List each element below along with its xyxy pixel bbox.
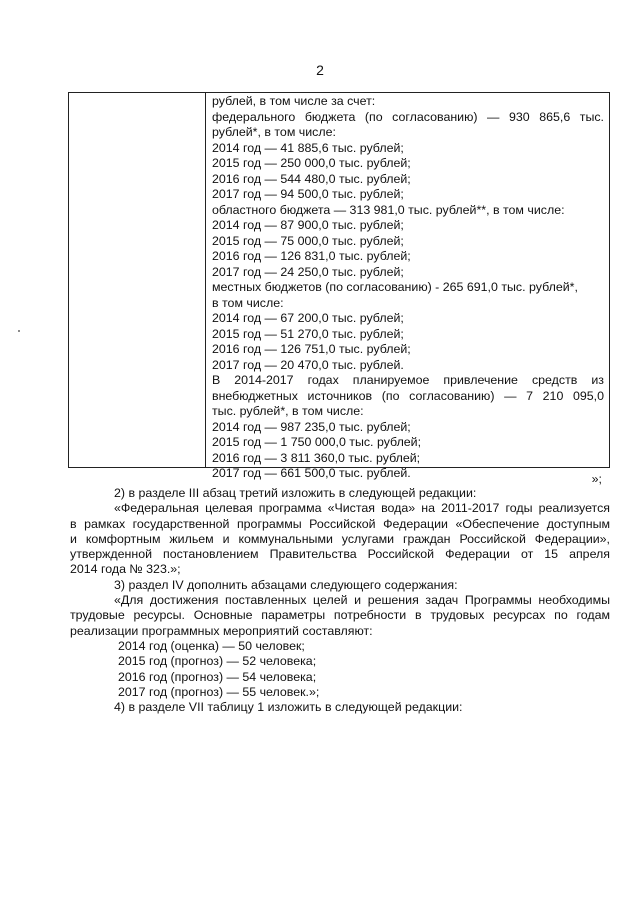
paragraph-line: 2016 год (прогноз) — 54 человека; <box>118 669 317 684</box>
table-value-cell <box>207 93 609 480</box>
table-line: 2017 год — 661 500,0 тыс. рублей. <box>212 466 411 480</box>
paragraph-line: 3) раздел IV дополнить абзацами следующего содержания: <box>114 577 458 592</box>
table-line: 2015 год — 51 270,0 тыс. рублей; <box>212 326 404 341</box>
table-label-cell <box>69 93 206 467</box>
paragraph-line: в рамках государственной программы Российской Федерации «Обеспечение доступным <box>70 516 610 531</box>
table-line: областного бюджета — 313 981,0 тыс. рублей**, в том числе: <box>212 202 565 217</box>
margin-mark <box>18 330 20 332</box>
table-line: тыс. рублей*, в том числе: <box>212 404 364 418</box>
passport-table <box>68 92 610 480</box>
paragraph-line: «Для достижения поставленных целей и решения задач Программы необходимы <box>114 593 610 608</box>
paragraph-line: 2017 год (прогноз) — 55 человек.»; <box>118 684 320 699</box>
table-line: рублей*, в том числе: <box>212 125 336 139</box>
table-line: 2016 год — 126 751,0 тыс. рублей; <box>212 342 411 356</box>
table-line: 2014 год — 67 200,0 тыс. рублей; <box>212 311 404 325</box>
table-line: рублей, в том числе за счет: <box>212 94 376 108</box>
table-line: 2016 год — 126 831,0 тыс. рублей; <box>212 249 411 263</box>
table-line: 2014 год — 87 900,0 тыс. рублей; <box>212 218 404 232</box>
table-line: В 2014-2017 годах планируемое привлечение средств из <box>212 373 604 387</box>
table-line: 2017 год — 20 470,0 тыс. рублей. <box>212 357 404 372</box>
table-line: 2017 год — 24 250,0 тыс. рублей; <box>212 264 404 279</box>
paragraph-line: и комфортным жильем и коммунальными услугами граждан Российской Федерации», <box>70 531 610 546</box>
table-line: 2015 год — 75 000,0 тыс. рублей; <box>212 233 404 248</box>
paragraph-line: реализации программных мероприятий составляют: <box>70 623 373 638</box>
table-line: федерального бюджета (по согласованию) — 930 865,6 тыс. <box>212 109 604 124</box>
paragraph-line: утвержденной постановлением Правительства Российской Федерации от 15 апреля <box>70 547 610 562</box>
table-line: местных бюджетов (по согласованию) - 265 691,0 тыс. рублей*, <box>212 280 578 294</box>
paragraph-line: трудовые ресурсы. Основные параметры потребности в трудовых ресурсах по годам <box>70 608 610 623</box>
table-line: 2015 год — 250 000,0 тыс. рублей; <box>212 156 411 170</box>
paragraph-line: 2015 год (прогноз) — 52 человека; <box>118 654 317 669</box>
table-line: 2016 год — 3 811 360,0 тыс. рублей; <box>212 450 421 465</box>
paragraph-line: 2014 год (оценка) — 50 человек; <box>118 638 305 653</box>
paragraph-line: 2014 года № 323.»; <box>70 562 181 577</box>
table-line: внебюджетных источников (по согласованию) — 7 210 095,0 <box>212 388 604 403</box>
table-line: 2014 год — 41 885,6 тыс. рублей; <box>212 140 404 155</box>
table-line: в том числе: <box>212 295 284 310</box>
table-line: 2014 год — 987 235,0 тыс. рублей; <box>212 419 411 434</box>
page-number: 2 <box>316 62 324 78</box>
paragraph-line: 4) в разделе VII таблицу 1 изложить в следующей редакции: <box>114 700 463 715</box>
paragraph-line: 2) в разделе III абзац третий изложить в следующей редакции: <box>114 486 477 500</box>
table-line: 2015 год — 1 750 000,0 тыс. рублей; <box>212 435 422 449</box>
table-line: 2016 год — 544 480,0 тыс. рублей; <box>212 171 411 186</box>
table-line: 2017 год — 94 500,0 тыс. рублей; <box>212 187 404 201</box>
amendment-text <box>70 486 610 715</box>
paragraph-line: «Федеральная целевая программа «Чистая вода» на 2011-2017 годы реализуется <box>114 501 610 516</box>
table-close-quote: »; <box>591 472 602 486</box>
